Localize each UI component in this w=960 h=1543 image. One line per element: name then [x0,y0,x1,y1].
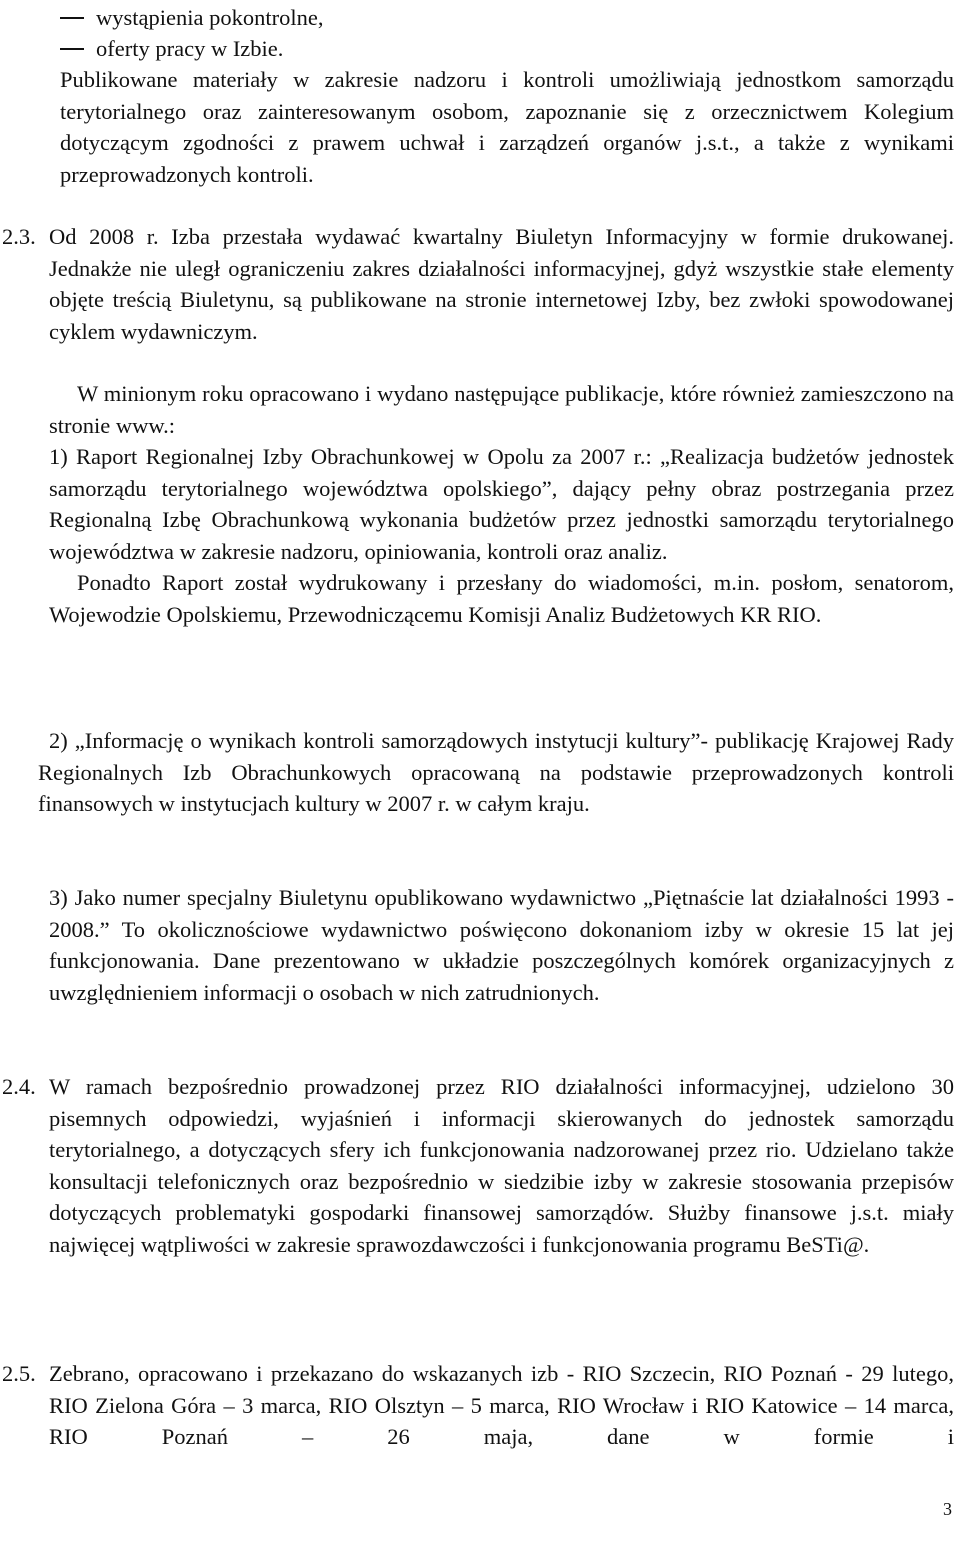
section-2-5-text: Zebrano, opracowano i przekazano do wskazanych izb - RIO Szczecin, RIO Poznań - 29 lutego, RIO Zielona Góra – 3 marca, RIO Olsztyn – 5 marca, RIO Wrocław i RIO Katowice – 14 marca, RIO Poznań – 26 maja, dane w formie i [49,1361,954,1449]
dash-bullet-icon [60,17,84,19]
section-number: 2.4. [2,1074,36,1099]
publication-item-1: 1) Raport Regionalnej Izby Obrachunkowej w Opolu za 2007 r.: „Realizacja budżetów jednostek samorządu terytorialnego województwa opolskiego”, dający pełny obraz postrzegania przez Regionalną Izbę Obrachunkową wykonania budżetów przez jednostki samorządu terytorialnego województwa w zakresie nadzoru, opiniowania, kontroli oraz analiz. Ponadto Raport został wydrukowany i przesłany do wiadomości, m.in. posłom, senatorom, Wojewodzie Opolskiemu, Przewodniczącemu Komisji Analiz Budżetowych KR RIO. [49,444,954,627]
section-2-4-text: W ramach bezpośrednio prowadzonej przez RIO działalności informacyjnej, udzielono 30 pisemnych odpowiedzi, wyjaśnień i informacji skierowanych do jednostek samorządu terytorialnego, a dotyczących sfery ich funkcjonowania nadzorowanej przez rio. Udzielano także konsultacji telefonicznych oraz bezpośrednio w siedzibie izby w zakresie stosowania przepisów dotyczących problematyki gospodarki finansowej samorządów. Służby finansowe j.s.t. miały najwięcej wątpliwości w zakresie sprawozdawczości i funkcjonowania programu BeSTi@. [49,1074,954,1257]
list-item: wystąpienia pokontrolne, [60,2,940,34]
publication-item-2: 2) „Informację o wynikach kontroli samorządowych instytucji kultury”- publikację Krajowej Rady Regionalnych Izb Obrachunkowych opracowaną na podstawie przeprowadzonych kontroli finansowych w instytucjach kultury w 2007 r. w całym kraju. [38,728,954,816]
list-item: oferty pracy w Izbie. [60,33,940,65]
intro-paragraph: Publikowane materiały w zakresie nadzoru i kontroli umożliwiają jednostkom samorządu terytorialnego oraz zainteresowanym osobom, zapoznanie się z orzecznictwem Kolegium dotyczącym zgodności z prawem uchwał i zarządzeń organów j.s.t., a także z wynikami przeprowadzonych kontroli. [60,67,954,187]
publications-intro: W minionym roku opracowano i wydano następujące publikacje, które również zamieszczono na stronie www.: [49,381,954,438]
section-2-3-text: Od 2008 r. Izba przestała wydawać kwartalny Biuletyn Informacyjny w formie drukowanej. Jednakże nie uległ ograniczeniu zakres działalności informacyjnej, gdyż wszystkie stałe elementy objęte treścią Biuletynu, są publikowane na stronie internetowej Izby, bez zwłoki spowodowanej cyklem wydawniczym. [49,224,954,344]
page-number: 3 [943,1499,952,1519]
section-number: 2.3. [2,224,36,249]
section-number: 2.5. [2,1361,36,1386]
dash-bullet-icon [60,48,84,50]
publication-item-3: 3) Jako numer specjalny Biuletynu opublikowano wydawnictwo „Piętnaście lat działalności 1993 - 2008.” To okolicznościowe wydawnictwo poświęcono dokonaniom izby w okresie 15 lat jej funkcjonowania. Dane prezentowano w układzie poszczególnych komórek organizacyjnych z uwzględnieniem informacji o osobach w nich zatrudnionych. [49,885,954,1005]
